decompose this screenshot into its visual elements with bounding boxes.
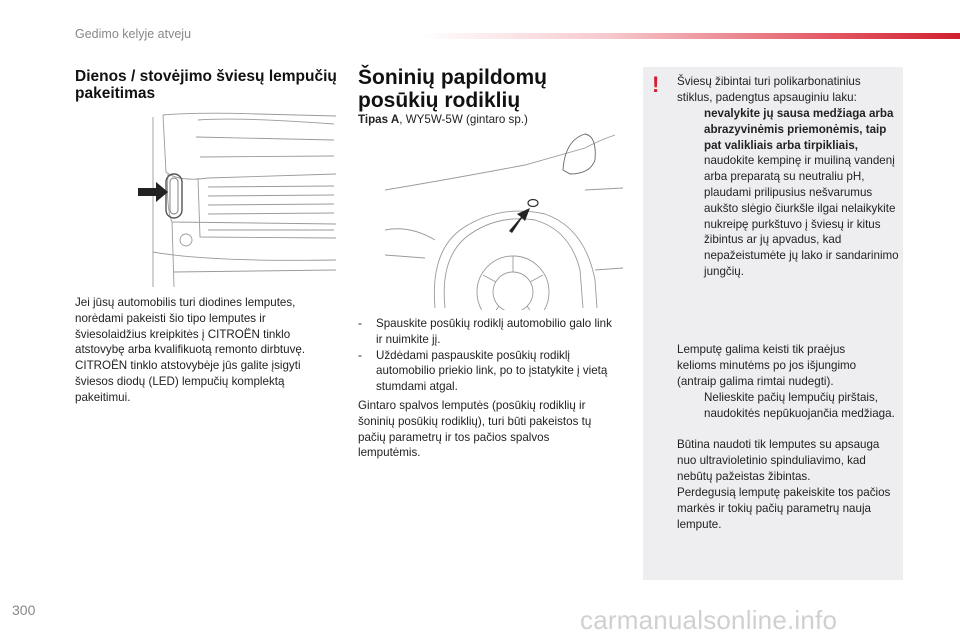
exclamation-icon: ! [652, 72, 660, 97]
warning-intro: Šviesų žibintai turi polikarbonatinius stiklus, padengtus apsauginiu laku: [677, 75, 861, 104]
step-item: - Spauskite posūkių rodiklį automobilio galo link ir nuimkite jį. [358, 316, 616, 348]
warning-item: naudokite kempinę ir muiliną vandenį arba preparatą su neutraliu pH, [704, 154, 895, 184]
handling-item: Nelieskite pačių lempučių pirštais, naudokitės nepūkuojančia medžiaga. [704, 391, 895, 420]
bulb-spec-label: Tipas A [358, 113, 400, 126]
side-indicator-title: Šoninių papildomų posūkių rodiklių [358, 66, 547, 112]
bulb-cooling-note: Lemputę galima keisti tik praėjus kelioms minutėms po jos išjungimo (antraip galima rimtai nudegti). [677, 343, 857, 388]
uv-protection-note: Būtina naudoti tik lemputes su apsauga nuo ultravioletinio spinduliavimo, kad nebūtų pažeistas žibintas. [677, 438, 880, 483]
step-item: - Uždėdami paspauskite posūkių rodiklį automobilio priekio link, po to įstatykite į vietą stumdami atgal. [358, 348, 616, 395]
header-accent-bar [420, 33, 960, 39]
front-bumper-drl-illustration [138, 112, 338, 292]
watermark: carmanualsonline.info [580, 605, 838, 635]
wheel-arch-side-indicator-illustration [385, 130, 623, 310]
amber-bulb-note: Gintaro spalvos lemputės (posūkių rodiklių ir šoninių posūkių rodiklių), turi būti pakeistos tų pačių parametrų ir tos pačios spalvos lemputėmis. [358, 399, 592, 460]
warning-item: plaudami prilipusius nešvarumus aukšto slėgio čiurkšle ilgai nelaikykite nukreipę purkštuvo į šviesų ir kitus žibintus ar jų apvadus, kad nepažeistumėte jų lako ir sandarinimo jungčių. [704, 185, 899, 278]
drl-body-text: Jei jūsų automobilis turi diodines lemputes, norėdami pakeisti šio tipo lemputes ir šviesolaidžius kreipkitės į CITROËN tinklo atstovybę arba kvalifikuotą remonto dirbtuvę. CITROËN tinklo atstovybėje jūs galite įsigyti šviesos diodų (LED) lempučių komplektą pakeitimui. [75, 296, 306, 404]
drl-section-title: Dienos / stovėjimo šviesų lempučių pakeitimas [75, 68, 337, 102]
warning-list [677, 106, 899, 280]
handling-list [677, 390, 899, 422]
warning-item: nevalykite jų sausa medžiaga arba abrazyvinėmis priemonėmis, taip pat valikliais arba tirpikliais, [704, 107, 894, 152]
bulb-spec [358, 112, 628, 128]
header-section-label: Gedimo kelyje atveju [75, 27, 192, 41]
replacement-note: Perdegusią lemputę pakeiskite tos pačios markės ir tokių pačių parametrų nauja lempute. [677, 486, 891, 531]
page-number: 300 [12, 602, 36, 618]
bulb-spec-value: , WY5W-5W (gintaro sp.) [399, 113, 528, 126]
replacement-steps [358, 316, 616, 395]
